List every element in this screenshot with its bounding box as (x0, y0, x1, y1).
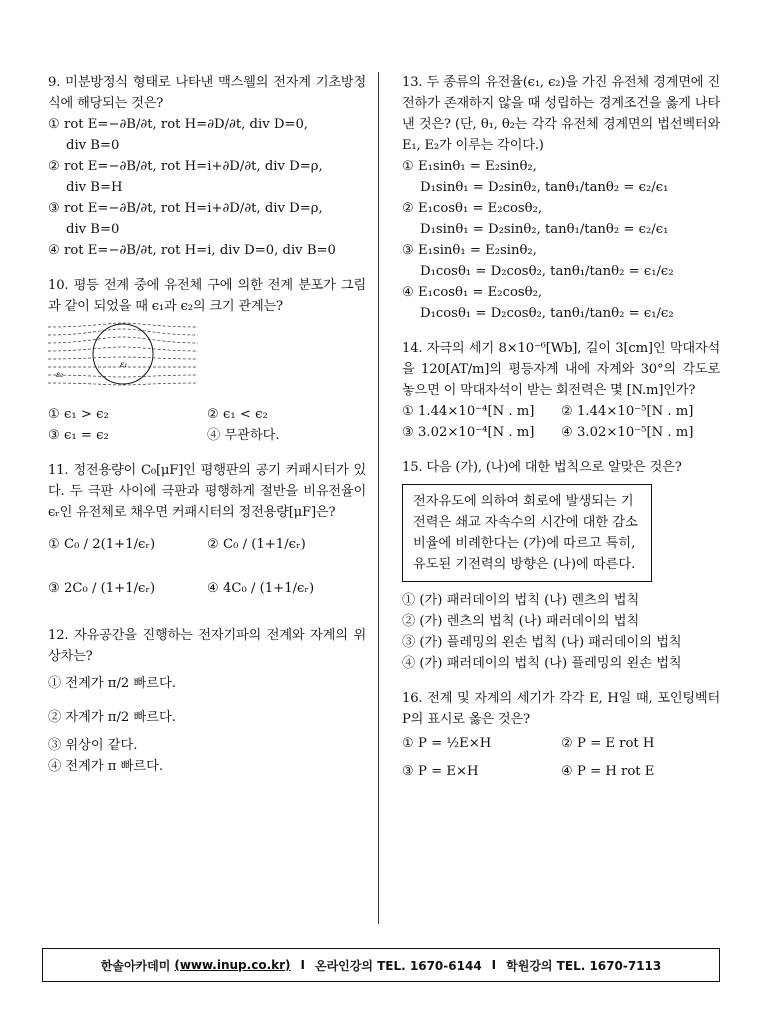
option-4-cont: D₁cosθ₁ = D₂cosθ₂, tanθ₁/tanθ₂ = ϵ₁/ϵ₂ (420, 306, 674, 321)
option-2: ② rot E=−∂B/∂t, rot H=i+∂D/∂t, div D=ρ, (48, 159, 323, 174)
option-2: ② C₀ / (1+1/ϵᵣ) (207, 537, 306, 552)
website-link[interactable]: (www.inup.co.kr) (174, 958, 291, 972)
option-1: ① P = ½E×H (402, 736, 492, 751)
condition-box: 전자유도에 의하여 회로에 발생되는 기전력은 쇄교 자속수의 시간에 대한 감소비율에 비례한다는 (가)에 따르고 특히, 유도된 기전력의 방향은 (나)에 따른다. (402, 484, 652, 582)
right-column (402, 72, 720, 800)
question-stem: 15. 다음 (가), (나)에 대한 법칙으로 알맞은 것은? (402, 460, 682, 475)
option-4: ④ rot E=−∂B/∂t, rot H=i, div D=0, div B=0 (48, 243, 336, 258)
option-4: ④ (가) 패러데이의 법칙 (나) 플레밍의 왼손 법칙 (402, 656, 682, 671)
question-10 (48, 275, 366, 446)
question-12 (48, 625, 366, 777)
academy-name: 한솔아카데미 (100, 958, 171, 973)
field-distribution-figure (48, 321, 366, 398)
option-3: ③ rot E=−∂B/∂t, rot H=i+∂D/∂t, div D=ρ, (48, 201, 323, 216)
question-stem: 12. 자유공간을 진행하는 전자기파의 전계와 자계의 위상차는? (48, 628, 366, 664)
option-4: ④ 무관하다. (207, 428, 280, 443)
question-stem: 16. 전계 및 자계의 세기가 각각 E, H일 때, 포인팅벡터 P의 표시로 옳은 것은? (402, 691, 720, 727)
question-stem: 13. 두 종류의 유전율(ϵ₁, ϵ₂)을 가진 유전체 경계면에 진전하가 존재하지 않을 때 성립하는 경계조건을 옳게 나타낸 것은? (단, θ₁, θ₂는 각각 유전체 경계면의 법선벡터와 E₁, E₂가 이루는 각이다.) (402, 75, 720, 153)
left-column (48, 72, 366, 791)
option-3: ③ ϵ₁ = ϵ₂ (48, 428, 109, 443)
option-4: ④ 전계가 π 빠르다. (48, 759, 164, 774)
question-11 (48, 460, 366, 611)
option-2: ② P = E rot H (561, 736, 655, 751)
option-2: ② 1.44×10⁻⁵[N . m] (561, 404, 694, 419)
option-4: ④ E₁cosθ₁ = E₂cosθ₂, (402, 285, 543, 300)
option-2: ② (가) 렌츠의 법칙 (나) 패러데이의 법칙 (402, 614, 640, 629)
question-stem: 10. 평등 전계 중에 유전체 구에 의한 전계 분포가 그림과 같이 되었을 때 ϵ₁과 ϵ₂의 크기 관계는? (48, 278, 366, 314)
option-3: ③ E₁sinθ₁ = E₂sinθ₂, (402, 243, 537, 258)
dielectric-sphere-diagram (48, 321, 198, 391)
online-phone: 온라인강의 TEL. 1670-6144 (314, 958, 482, 973)
question-stem: 11. 정전용량이 C₀[μF]인 평행판의 공기 커패시터가 있다. 두 극판 사이에 극판과 평행하게 절반을 비유전율이 ϵᵣ인 유전체로 채우면 커패시터의 정전용량[μF]은? (48, 463, 366, 520)
question-15 (402, 457, 720, 674)
option-1: ① ϵ₁ > ϵ₂ (48, 407, 109, 422)
option-3: ③ P = E×H (402, 764, 479, 779)
question-9 (48, 72, 366, 261)
option-2: ② E₁cosθ₁ = E₂cosθ₂, (402, 201, 543, 216)
footer-bar (42, 948, 720, 982)
svg-text:ε₂: ε₂ (56, 370, 64, 379)
column-divider (378, 72, 379, 924)
separator: I (491, 958, 497, 972)
option-3: ③ 3.02×10⁻⁴[N . m] (402, 425, 535, 440)
option-4: ④ 4C₀ / (1+1/ϵᵣ) (207, 581, 315, 596)
question-14 (402, 338, 720, 443)
option-2: ② 자계가 π/2 빠르다. (48, 710, 176, 725)
question-stem: 14. 자극의 세기 8×10⁻⁶[Wb], 길이 3[cm]인 막대자석을 120[AT/m]의 평등자계 내에 자계와 30°의 각도로 놓으면 이 막대자석이 받는 회전력은 몇 [N.m]인가? (402, 341, 720, 398)
option-2-cont: D₁sinθ₁ = D₂sinθ₂, tanθ₁/tanθ₂ = ϵ₂/ϵ₁ (420, 222, 669, 237)
question-13 (402, 72, 720, 324)
option-3: ③ (가) 플레밍의 왼손 법칙 (나) 패러데이의 법칙 (402, 635, 682, 650)
option-2: ② ϵ₁ < ϵ₂ (207, 407, 268, 422)
option-1-cont: D₁sinθ₁ = D₂sinθ₂, tanθ₁/tanθ₂ = ϵ₂/ϵ₁ (420, 180, 669, 195)
option-1: ① E₁sinθ₁ = E₂sinθ₂, (402, 159, 537, 174)
option-3-cont: div B=0 (66, 222, 120, 237)
separator: I (300, 958, 305, 972)
academy-phone: 학원강의 TEL. 1670-7113 (506, 958, 662, 973)
option-4: ④ 3.02×10⁻⁵[N . m] (561, 425, 694, 440)
option-1: ① 전계가 π/2 빠르다. (48, 676, 176, 691)
option-1: ① rot E=−∂B/∂t, rot H=∂D/∂t, div D=0, (48, 117, 309, 132)
svg-text:ε₁: ε₁ (120, 360, 128, 369)
option-1-cont: div B=0 (66, 138, 120, 153)
option-3: ③ 2C₀ / (1+1/ϵᵣ) (48, 581, 156, 596)
option-1: ① 1.44×10⁻⁴[N . m] (402, 404, 535, 419)
option-4: ④ P = H rot E (561, 764, 655, 779)
option-1: ① C₀ / 2(1+1/ϵᵣ) (48, 537, 156, 552)
option-2-cont: div B=H (66, 180, 123, 195)
option-3: ③ 위상이 같다. (48, 738, 138, 753)
question-16 (402, 688, 720, 786)
option-3-cont: D₁cosθ₁ = D₂cosθ₂, tanθ₁/tanθ₂ = ϵ₁/ϵ₂ (420, 264, 674, 279)
question-stem: 9. 미분방정식 형태로 나타낸 맥스웰의 전자계 기초방정식에 해당되는 것은? (48, 75, 366, 111)
option-1: ① (가) 패러데이의 법칙 (나) 렌츠의 법칙 (402, 593, 640, 608)
